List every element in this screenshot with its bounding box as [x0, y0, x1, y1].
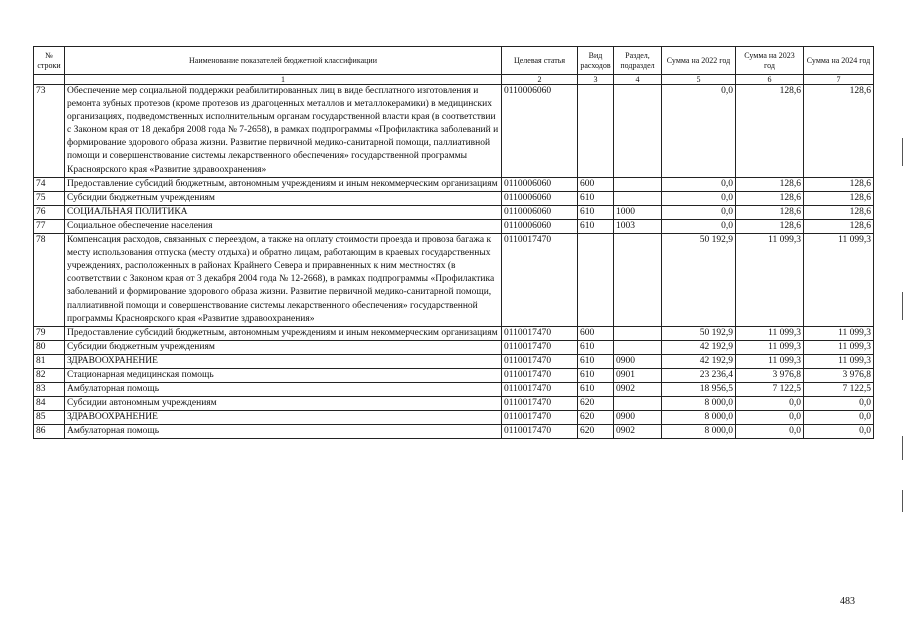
row-target-article: 0110017470 — [502, 234, 578, 327]
page-number: 483 — [840, 596, 855, 607]
table-row — [34, 383, 874, 397]
row-number: 76 — [34, 205, 65, 219]
header-sum-2023: Сумма на 2023 год — [736, 47, 804, 75]
row-name: Субсидии бюджетным учреждениям — [65, 340, 502, 354]
row-target-article: 0110017470 — [502, 397, 578, 411]
row-number: 83 — [34, 383, 65, 397]
row-sum-2022: 23 236,4 — [662, 368, 736, 382]
row-sum-2024: 11 099,3 — [804, 326, 874, 340]
row-number: 79 — [34, 326, 65, 340]
row-target-article: 0110006060 — [502, 177, 578, 191]
header-expense-type: Вид расходов — [578, 47, 614, 75]
header-target-article: Целевая статья — [502, 47, 578, 75]
table-row — [34, 340, 874, 354]
row-target-article: 0110017470 — [502, 354, 578, 368]
scan-edge-mark — [902, 138, 903, 166]
row-sum-2023: 128,6 — [736, 205, 804, 219]
column-number: 1 — [65, 75, 502, 85]
row-expense-type: 610 — [578, 205, 614, 219]
row-sum-2023: 11 099,3 — [736, 234, 804, 327]
table-row — [34, 177, 874, 191]
row-number: 75 — [34, 191, 65, 205]
row-target-article: 0110006060 — [502, 85, 578, 178]
row-sum-2022: 0,0 — [662, 177, 736, 191]
table-row — [34, 425, 874, 439]
budget-table — [33, 46, 874, 439]
row-section: 0901 — [614, 368, 662, 382]
row-number: 80 — [34, 340, 65, 354]
row-sum-2023: 0,0 — [736, 411, 804, 425]
row-sum-2023: 128,6 — [736, 177, 804, 191]
row-number: 82 — [34, 368, 65, 382]
scan-edge-mark — [902, 292, 903, 320]
row-expense-type: 600 — [578, 177, 614, 191]
table-row — [34, 191, 874, 205]
row-number: 73 — [34, 85, 65, 178]
row-target-article: 0110006060 — [502, 205, 578, 219]
row-name: Субсидии автономным учреждениям — [65, 397, 502, 411]
row-expense-type: 620 — [578, 425, 614, 439]
row-section — [614, 191, 662, 205]
column-number: 3 — [578, 75, 614, 85]
row-expense-type: 610 — [578, 219, 614, 233]
row-sum-2024: 0,0 — [804, 397, 874, 411]
row-name: Предоставление субсидий бюджетным, автономным учреждениям и иным некоммерческим организациям — [65, 177, 502, 191]
row-sum-2024: 128,6 — [804, 191, 874, 205]
row-sum-2022: 0,0 — [662, 85, 736, 178]
row-section: 0902 — [614, 425, 662, 439]
header-name: Наименование показателей бюджетной классификации — [65, 47, 502, 75]
table-row — [34, 85, 874, 178]
scan-edge-mark — [902, 490, 903, 512]
row-number: 78 — [34, 234, 65, 327]
row-sum-2023: 7 122,5 — [736, 383, 804, 397]
row-sum-2024: 128,6 — [804, 205, 874, 219]
row-sum-2024: 0,0 — [804, 425, 874, 439]
row-number: 77 — [34, 219, 65, 233]
row-section — [614, 85, 662, 178]
row-sum-2022: 8 000,0 — [662, 411, 736, 425]
table-row — [34, 219, 874, 233]
row-sum-2023: 128,6 — [736, 219, 804, 233]
row-section — [614, 397, 662, 411]
row-sum-2024: 11 099,3 — [804, 354, 874, 368]
row-name: СОЦИАЛЬНАЯ ПОЛИТИКА — [65, 205, 502, 219]
column-number: 4 — [614, 75, 662, 85]
row-number: 86 — [34, 425, 65, 439]
row-number: 84 — [34, 397, 65, 411]
row-sum-2023: 11 099,3 — [736, 340, 804, 354]
row-number: 74 — [34, 177, 65, 191]
row-target-article: 0110017470 — [502, 425, 578, 439]
row-name: ЗДРАВООХРАНЕНИЕ — [65, 411, 502, 425]
row-expense-type — [578, 85, 614, 178]
column-number: 7 — [804, 75, 874, 85]
row-expense-type: 610 — [578, 368, 614, 382]
row-sum-2024: 3 976,8 — [804, 368, 874, 382]
row-expense-type: 600 — [578, 326, 614, 340]
row-section: 1003 — [614, 219, 662, 233]
column-number: 2 — [502, 75, 578, 85]
row-expense-type: 610 — [578, 191, 614, 205]
table-row — [34, 326, 874, 340]
table-row — [34, 411, 874, 425]
column-number-row — [34, 75, 874, 85]
header-sum-2024: Сумма на 2024 год — [804, 47, 874, 75]
column-number: 5 — [662, 75, 736, 85]
row-name: Социальное обеспечение населения — [65, 219, 502, 233]
row-sum-2024: 128,6 — [804, 219, 874, 233]
row-target-article: 0110006060 — [502, 191, 578, 205]
row-sum-2022: 8 000,0 — [662, 425, 736, 439]
row-sum-2023: 0,0 — [736, 397, 804, 411]
row-section — [614, 234, 662, 327]
table-row — [34, 397, 874, 411]
row-number: 85 — [34, 411, 65, 425]
row-expense-type: 620 — [578, 411, 614, 425]
row-sum-2022: 18 956,5 — [662, 383, 736, 397]
column-number — [34, 75, 65, 85]
table-body — [34, 85, 874, 439]
row-name: Амбулаторная помощь — [65, 425, 502, 439]
table-row — [34, 368, 874, 382]
row-sum-2024: 7 122,5 — [804, 383, 874, 397]
header-section: Раздел, подраздел — [614, 47, 662, 75]
row-target-article: 0110017470 — [502, 411, 578, 425]
row-name: Компенсация расходов, связанных с переездом, а также на оплату стоимости проезда и провоза багажа к месту использования отпуска (месту отдыха) и обратно лицам, работающим в краевых государственных учреждениях, расположенных в районах Крайнего Севера и приравненных к ним местностях (в соответствии с Законом края от 3 декабря 2004 года № 12-2668), в рамках подпрограммы «Профилактика заболеваний и формирование здорового образа жизни. Развитие первичной медико-санитарной помощи, паллиативной помощи и совершенствование системы лекарственного обеспечения» государственной программы Красноярского края «Развитие здравоохранения» — [65, 234, 502, 327]
row-name: Субсидии бюджетным учреждениям — [65, 191, 502, 205]
column-number: 6 — [736, 75, 804, 85]
row-name: Стационарная медицинская помощь — [65, 368, 502, 382]
row-sum-2024: 11 099,3 — [804, 340, 874, 354]
row-name: Амбулаторная помощь — [65, 383, 502, 397]
row-expense-type — [578, 234, 614, 327]
row-sum-2022: 50 192,9 — [662, 326, 736, 340]
row-expense-type: 620 — [578, 397, 614, 411]
row-sum-2022: 42 192,9 — [662, 340, 736, 354]
row-sum-2024: 11 099,3 — [804, 234, 874, 327]
row-sum-2023: 128,6 — [736, 191, 804, 205]
row-sum-2023: 0,0 — [736, 425, 804, 439]
row-section — [614, 326, 662, 340]
row-number: 81 — [34, 354, 65, 368]
table-row — [34, 205, 874, 219]
row-sum-2024: 0,0 — [804, 411, 874, 425]
row-sum-2023: 11 099,3 — [736, 326, 804, 340]
row-expense-type: 610 — [578, 340, 614, 354]
header-row — [34, 47, 874, 75]
row-section — [614, 177, 662, 191]
row-sum-2022: 50 192,9 — [662, 234, 736, 327]
row-sum-2023: 11 099,3 — [736, 354, 804, 368]
row-section — [614, 340, 662, 354]
row-sum-2024: 128,6 — [804, 85, 874, 178]
row-sum-2022: 8 000,0 — [662, 397, 736, 411]
table-row — [34, 234, 874, 327]
row-sum-2022: 0,0 — [662, 219, 736, 233]
row-sum-2023: 3 976,8 — [736, 368, 804, 382]
table-row — [34, 354, 874, 368]
row-expense-type: 610 — [578, 354, 614, 368]
row-target-article: 0110017470 — [502, 383, 578, 397]
row-section: 0900 — [614, 411, 662, 425]
row-section: 0902 — [614, 383, 662, 397]
row-name: ЗДРАВООХРАНЕНИЕ — [65, 354, 502, 368]
row-section: 0900 — [614, 354, 662, 368]
row-sum-2022: 42 192,9 — [662, 354, 736, 368]
row-sum-2022: 0,0 — [662, 191, 736, 205]
row-target-article: 0110006060 — [502, 219, 578, 233]
scan-edge-mark — [902, 436, 903, 460]
row-sum-2024: 128,6 — [804, 177, 874, 191]
row-target-article: 0110017470 — [502, 368, 578, 382]
header-sum-2022: Сумма на 2022 год — [662, 47, 736, 75]
row-expense-type: 610 — [578, 383, 614, 397]
row-target-article: 0110017470 — [502, 340, 578, 354]
row-section: 1000 — [614, 205, 662, 219]
row-sum-2022: 0,0 — [662, 205, 736, 219]
row-name: Предоставление субсидий бюджетным, автономным учреждениям и иным некоммерческим организациям — [65, 326, 502, 340]
row-sum-2023: 128,6 — [736, 85, 804, 178]
row-name: Обеспечение мер социальной поддержки реабилитированных лиц в виде бесплатного изготовления и ремонта зубных протезов (кроме протезов из драгоценных металлов и металлокерамики) в медицинских организациях, подведомственных исполнительным органам государственной власти края (в соответствии с Законом края от 18 декабря 2008 года № 7-2658), в рамках подпрограммы «Профилактика заболеваний и формирование здорового образа жизни. Развитие первичной медико-санитарной помощи, паллиативной помощи и совершенствование системы лекарственного обеспечения» государственной программы Красноярского края «Развитие здравоохранения» — [65, 85, 502, 178]
row-target-article: 0110017470 — [502, 326, 578, 340]
header-row-num: № строки — [34, 47, 65, 75]
